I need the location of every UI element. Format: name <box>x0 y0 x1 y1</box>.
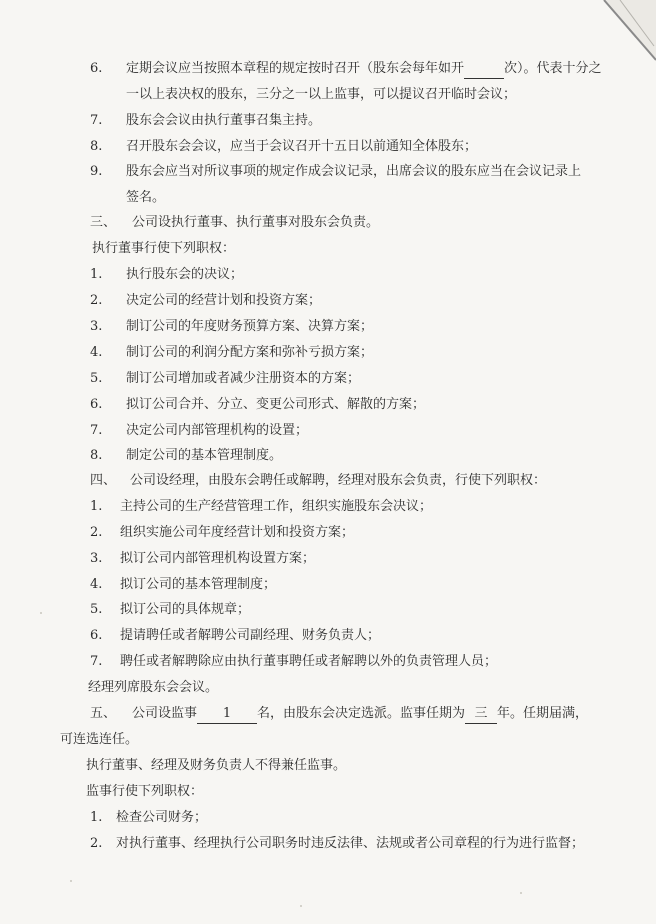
item-text: 拟订公司的基本管理制度； <box>120 577 277 592</box>
item-text: 拟订公司的具体规章； <box>120 602 251 617</box>
item-number: 1. <box>90 810 103 825</box>
item-number: 3. <box>90 551 103 566</box>
item-number: 7. <box>90 423 103 438</box>
item-number: 2. <box>90 293 103 308</box>
item-text: 制订公司增加或者减少注册资本的方案； <box>126 371 361 386</box>
item-text: 主持公司的生产经营管理工作，组织实施股东会决议； <box>120 499 433 514</box>
item-text: 拟订公司合并、分立、变更公司形式、解散的方案； <box>126 397 426 412</box>
item-number: 7. <box>90 654 103 669</box>
scan-speck <box>40 612 42 614</box>
item-number: 9. <box>90 164 103 179</box>
item-text: 组织实施公司年度经营计划和投资方案； <box>120 525 355 540</box>
item-number: 6. <box>90 397 103 412</box>
item-text: 股东会会议由执行董事召集主持。 <box>126 113 322 128</box>
item-text: 制定公司的基本管理制度。 <box>126 448 283 463</box>
meeting-count-blank <box>464 60 504 79</box>
item-text: 制订公司的年度财务预算方案、决算方案； <box>126 319 374 334</box>
item-text: 对执行董事、经理执行公司职务时违反法律、法规或者公司章程的行为进行监督； <box>116 836 585 851</box>
item-number: 4. <box>90 577 103 592</box>
item-text: 决定公司内部管理机构的设置； <box>126 423 309 438</box>
item-text: 聘任或者解聘除应由执行董事聘任或者解聘以外的负责管理人员； <box>120 654 498 669</box>
item-text: 执行股东会的决议； <box>126 267 244 282</box>
section-title: 公司设监事 1 名，由股东会决定选派。监事任期为 三 年。任期届满， <box>132 705 588 724</box>
item-number: 1. <box>90 499 103 514</box>
section-intro: 监事行使下列职权： <box>86 784 204 799</box>
section-closing: 经理列席股东会会议。 <box>88 680 219 695</box>
section-note: 执行董事、经理及财务负责人不得兼任监事。 <box>86 758 347 773</box>
item-number: 8. <box>90 448 103 463</box>
section-number: 五、 <box>90 706 117 721</box>
item-text: 检查公司财务； <box>116 810 208 825</box>
item-text: 签名。 <box>126 190 166 205</box>
page-corner-fold <box>596 0 656 90</box>
item-text: 定期会议应当按照本章程的规定按时召开（股东会每年如开 次）。代表十分之 <box>126 60 602 79</box>
term-years-blank: 三 <box>465 705 497 724</box>
item-text: 召开股东会会议，应当于会议召开十五日以前通知全体股东； <box>126 139 478 154</box>
item-number: 8. <box>90 139 103 154</box>
item-text: 制订公司的利润分配方案和弥补亏损方案； <box>126 345 374 360</box>
section-number: 三、 <box>90 215 117 230</box>
item-number: 5. <box>90 371 103 386</box>
item-text: 拟订公司内部管理机构设置方案； <box>120 551 316 566</box>
section-number: 四、 <box>90 473 117 488</box>
item-number: 7. <box>90 113 103 128</box>
scan-speck <box>520 892 522 894</box>
section-text: 可连选连任。 <box>60 732 139 747</box>
item-number: 1. <box>90 267 103 282</box>
item-text: 股东会应当对所议事项的规定作成会议记录，出席会议的股东应当在会议记录上 <box>126 164 582 179</box>
item-number: 6. <box>90 61 103 76</box>
item-number: 5. <box>90 602 103 617</box>
section-title: 公司设经理，由股东会聘任或解聘，经理对股东会负责，行使下列职权： <box>130 473 547 488</box>
scan-speck <box>300 905 302 907</box>
scan-speck <box>70 880 72 882</box>
item-number: 4. <box>90 345 103 360</box>
item-text: 提请聘任或者解聘公司副经理、财务负责人； <box>120 628 381 643</box>
item-text: 一以上表决权的股东，三分之一以上监事，可以提议召开临时会议； <box>126 87 517 102</box>
item-number: 2. <box>90 836 103 851</box>
item-text: 决定公司的经营计划和投资方案； <box>126 293 322 308</box>
supervisor-count-blank: 1 <box>197 705 257 724</box>
item-number: 6. <box>90 628 103 643</box>
section-intro: 执行董事行使下列职权： <box>92 241 236 256</box>
item-number: 3. <box>90 319 103 334</box>
item-number: 2. <box>90 525 103 540</box>
section-title: 公司设执行董事、执行董事对股东会负责。 <box>132 215 380 230</box>
